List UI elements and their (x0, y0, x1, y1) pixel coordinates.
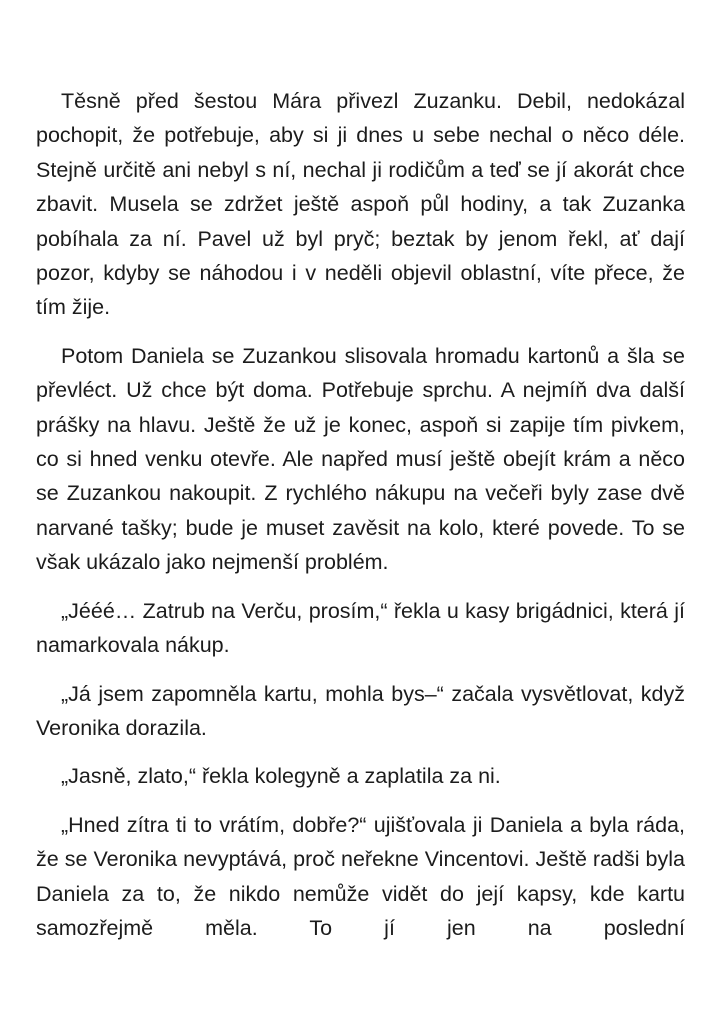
paragraph-1: Těsně před šestou Mára přivezl Zuzanku. Debil, nedokázal pochopit, že potřebuje, aby si ji dnes u sebe nechal o něco déle. Stejně určitě ani nebyl s ní, nechal ji rodičům a teď se jí akorát chce zbavit. Musela se zdržet ještě aspoň půl hodiny, a tak Zuzanka pobíhala za ní. Pavel už byl pryč; beztak by jenom řekl, ať dají pozor, kdyby se náhodou i v neděli objevil oblastní, víte přece, že tím žije. (36, 89, 685, 320)
paragraph-2: Potom Daniela se Zuzankou slisovala hromadu kartonů a šla se převléct. Už chce být doma. Potřebuje sprchu. A nejmíň dva další prášky na hlavu. Ještě že už je konec, aspoň si zapije tím pivkem, co si hned venku otevře. Ale napřed musí ještě obejít krám a něco se Zuzankou nakoupit. Z rychlého nákupu na večeři byly zase dvě narvané tašky; bude je muset zavěsit na kolo, které povede. To se však ukázalo jako nejmenší problém. (36, 343, 685, 575)
paragraph-5: „Jasně, zlato,“ řekla kolegyně a zaplatila za ni. (61, 764, 501, 789)
paragraph-3: „Jééé… Zatrub na Verču, prosím,“ řekla u kasy brigádnici, která jí namarkovala nákup. (36, 598, 685, 658)
document-page (36, 84, 685, 959)
paragraph-4: „Já jsem zapomněla kartu, mohla bys–“ začala vysvětlovat, když Veronika dorazila. (36, 681, 685, 740)
paragraph-6: „Hned zítra ti to vrátím, dobře?“ ujišťovala ji Daniela a byla ráda, že se Veronika nevyptává, proč neřekne Vincentovi. Ještě radši byla Daniela za to, že nikdo nemůže vidět do její kapsy, kde kartu samozřejmě měla. To jí jen na poslední (36, 812, 685, 940)
